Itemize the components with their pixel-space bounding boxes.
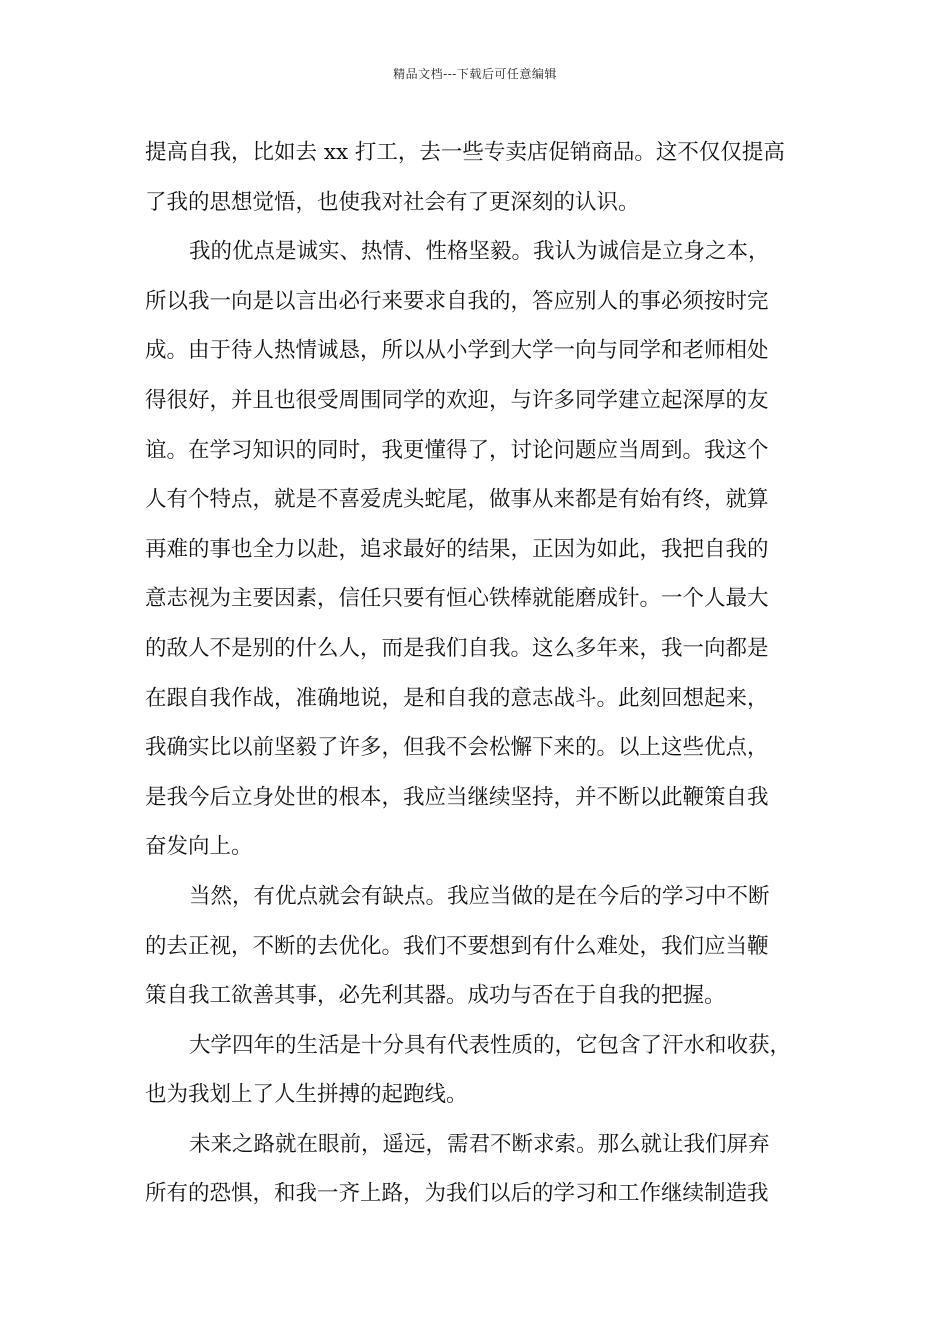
text-line: 所以我一向是以言出必行来要求自我的，答应别人的事必须按时完 <box>145 288 769 314</box>
text-line: 也为我划上了人生拼搏的起跑线。 <box>145 1082 468 1108</box>
text-line: 得很好，并且也很受周围同学的欢迎，与许多同学建立起深厚的友 <box>145 387 769 413</box>
text-line: 了我的思想觉悟，也使我对社会有了更深刻的认识。 <box>145 189 640 215</box>
text-line: 在跟自我作战，准确地说，是和自我的意志战斗。此刻回想起来， <box>145 685 769 711</box>
text-line: 提高自我，比如去 xx 打工，去一些专卖店促销商品。这不仅仅提高 <box>145 140 785 165</box>
text-line: 意志视为主要因素，信任只要有恒心铁棒就能磨成针。一个人最大 <box>145 586 769 612</box>
text-line: 人有个特点，就是不喜爱虎头蛇尾，做事从来都是有始有终，就算 <box>145 487 769 513</box>
body-text <box>145 128 810 1219</box>
text-line: 成。由于待人热情诚恳，所以从小学到大学一向与同学和老师相处 <box>145 338 769 364</box>
text-line: 策自我工欲善其事，必先利其器。成功与否在于自我的把握。 <box>145 983 726 1009</box>
text-line: 奋发向上。 <box>145 834 253 860</box>
text-line: 我的优点是诚实、热情、性格坚毅。我认为诚信是立身之本， <box>189 239 770 265</box>
text-line: 所有的恐惧，和我一齐上路，为我们以后的学习和工作继续制造我 <box>145 1181 769 1207</box>
text-line: 大学四年的生活是十分具有代表性质的，它包含了汗水和收获， <box>189 1032 792 1058</box>
text-line: 我确实比以前坚毅了许多，但我不会松懈下来的。以上这些优点， <box>145 735 769 761</box>
text-line: 再难的事也全力以赴，追求最好的结果，正因为如此，我把自我的 <box>145 536 769 562</box>
text-line: 未来之路就在眼前，遥远，需君不断求索。那么就让我们屏弃 <box>189 1131 770 1157</box>
text-line: 谊。在学习知识的同时，我更懂得了，讨论问题应当周到。我这个 <box>145 437 769 463</box>
page-header: 精品文档---下载后可任意编辑 <box>393 67 557 81</box>
text-line: 是我今后立身处世的根本，我应当继续坚持，并不断以此鞭策自我 <box>145 784 769 810</box>
text-line: 当然，有优点就会有缺点。我应当做的是在今后的学习中不断 <box>189 883 770 909</box>
text-line: 的敌人不是别的什么人，而是我们自我。这么多年来，我一向都是 <box>145 635 769 661</box>
text-line: 的去正视，不断的去优化。我们不要想到有什么难处，我们应当鞭 <box>145 933 769 959</box>
